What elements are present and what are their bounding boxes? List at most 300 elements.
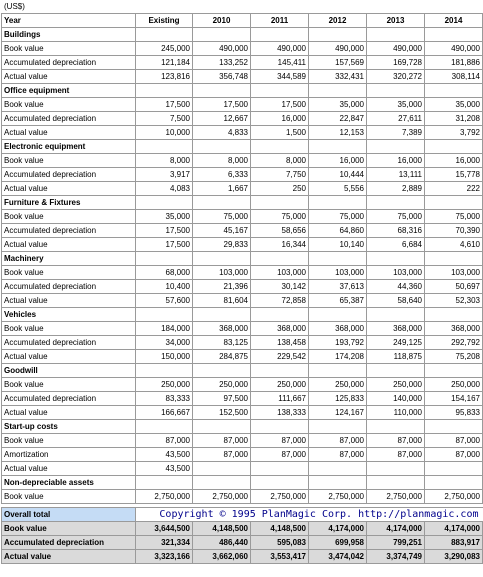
section-header-row — [2, 420, 483, 434]
section-title[interactable]: Start-up costs — [2, 420, 136, 434]
table-row — [2, 434, 483, 448]
value-cell[interactable]: 22,847 — [309, 112, 367, 126]
row-label[interactable]: Actual value — [2, 182, 136, 196]
value-cell[interactable]: 250,000 — [193, 378, 251, 392]
empty-cell[interactable] — [193, 420, 251, 434]
value-cell[interactable]: 332,431 — [309, 70, 367, 84]
empty-cell[interactable] — [136, 252, 193, 266]
value-cell[interactable]: 7,750 — [251, 168, 309, 182]
total-value-cell[interactable]: 3,474,042 — [309, 550, 367, 564]
empty-cell[interactable] — [309, 196, 367, 210]
section-title[interactable]: Electronic equipment — [2, 140, 136, 154]
value-cell[interactable]: 3,917 — [136, 168, 193, 182]
empty-cell[interactable] — [309, 420, 367, 434]
value-cell[interactable]: 16,000 — [367, 154, 425, 168]
total-value-cell[interactable]: 4,148,500 — [193, 522, 251, 536]
value-cell[interactable]: 16,000 — [309, 154, 367, 168]
value-cell[interactable]: 16,000 — [425, 154, 483, 168]
value-cell[interactable]: 368,000 — [309, 322, 367, 336]
empty-cell[interactable] — [425, 28, 483, 42]
value-cell[interactable]: 138,333 — [251, 406, 309, 420]
value-cell[interactable]: 2,750,000 — [193, 490, 251, 504]
value-cell[interactable]: 103,000 — [193, 266, 251, 280]
value-cell[interactable] — [309, 462, 367, 476]
table-row — [2, 448, 483, 462]
section-title[interactable]: Vehicles — [2, 308, 136, 322]
value-cell[interactable]: 35,000 — [367, 98, 425, 112]
row-label[interactable]: Accumulated depreciation — [2, 336, 136, 350]
empty-cell[interactable] — [425, 364, 483, 378]
value-cell[interactable]: 12,667 — [193, 112, 251, 126]
value-cell[interactable]: 45,167 — [193, 224, 251, 238]
spreadsheet — [1, 1, 482, 564]
header-row — [2, 14, 483, 28]
value-cell[interactable]: 87,000 — [251, 434, 309, 448]
total-value-cell[interactable]: 699,958 — [309, 536, 367, 550]
header-column-0[interactable]: Existing — [136, 14, 193, 28]
value-cell[interactable]: 250,000 — [367, 378, 425, 392]
row-label[interactable]: Book value — [2, 434, 136, 448]
empty-cell[interactable] — [425, 308, 483, 322]
currency-note: (US$) — [4, 2, 25, 11]
row-label[interactable]: Book value — [2, 98, 136, 112]
empty-cell[interactable] — [136, 364, 193, 378]
table-row — [2, 112, 483, 126]
value-cell[interactable]: 229,542 — [251, 350, 309, 364]
empty-cell[interactable] — [251, 140, 309, 154]
value-cell[interactable]: 6,333 — [193, 168, 251, 182]
table-row — [2, 322, 483, 336]
value-cell[interactable]: 222 — [425, 182, 483, 196]
value-cell[interactable]: 70,390 — [425, 224, 483, 238]
copyright-notice: Copyright © 1995 PlanMagic Corp. http://planmagic.com — [159, 509, 479, 520]
table-row — [2, 154, 483, 168]
value-cell[interactable]: 17,500 — [251, 98, 309, 112]
total-value-cell[interactable]: 3,290,083 — [425, 550, 483, 564]
value-cell[interactable]: 17,500 — [136, 98, 193, 112]
section-header-row — [2, 308, 483, 322]
empty-cell[interactable] — [309, 308, 367, 322]
value-cell[interactable]: 8,000 — [136, 154, 193, 168]
value-cell[interactable]: 2,750,000 — [367, 490, 425, 504]
section-title[interactable]: Buildings — [2, 28, 136, 42]
value-cell[interactable]: 249,125 — [367, 336, 425, 350]
value-cell[interactable]: 103,000 — [251, 266, 309, 280]
row-label[interactable]: Actual value — [2, 350, 136, 364]
value-cell[interactable]: 111,667 — [251, 392, 309, 406]
empty-cell[interactable] — [309, 28, 367, 42]
value-cell[interactable]: 8,000 — [251, 154, 309, 168]
table-row — [2, 42, 483, 56]
value-cell[interactable]: 368,000 — [425, 322, 483, 336]
header-year-label[interactable]: Year — [2, 14, 136, 28]
value-cell[interactable]: 2,750,000 — [136, 490, 193, 504]
value-cell[interactable]: 75,208 — [425, 350, 483, 364]
value-cell[interactable]: 83,125 — [193, 336, 251, 350]
total-value-cell[interactable]: 883,917 — [425, 536, 483, 550]
total-value-cell[interactable]: 4,174,000 — [367, 522, 425, 536]
value-cell[interactable]: 8,000 — [193, 154, 251, 168]
value-cell[interactable]: 87,000 — [251, 448, 309, 462]
value-cell[interactable]: 490,000 — [425, 42, 483, 56]
value-cell[interactable] — [425, 462, 483, 476]
empty-cell[interactable] — [136, 196, 193, 210]
table-row — [2, 350, 483, 364]
value-cell[interactable]: 13,111 — [367, 168, 425, 182]
total-value-cell[interactable]: 4,174,000 — [425, 522, 483, 536]
value-cell[interactable]: 284,875 — [193, 350, 251, 364]
overall-total-row — [2, 508, 483, 522]
empty-cell[interactable] — [251, 84, 309, 98]
total-row-label[interactable]: Accumulated depreciation — [2, 536, 136, 550]
value-cell[interactable]: 87,000 — [193, 434, 251, 448]
value-cell[interactable]: 3,792 — [425, 126, 483, 140]
row-label[interactable]: Accumulated depreciation — [2, 224, 136, 238]
value-cell[interactable]: 21,396 — [193, 280, 251, 294]
value-cell[interactable]: 29,833 — [193, 238, 251, 252]
total-value-cell[interactable]: 3,662,060 — [193, 550, 251, 564]
value-cell[interactable]: 34,000 — [136, 336, 193, 350]
row-label[interactable]: Book value — [2, 322, 136, 336]
value-cell[interactable]: 30,142 — [251, 280, 309, 294]
value-cell[interactable]: 121,184 — [136, 56, 193, 70]
row-label[interactable]: Book value — [2, 378, 136, 392]
total-value-cell[interactable]: 799,251 — [367, 536, 425, 550]
value-cell[interactable]: 87,000 — [425, 434, 483, 448]
value-cell[interactable]: 103,000 — [309, 266, 367, 280]
value-cell[interactable]: 75,000 — [425, 210, 483, 224]
value-cell[interactable]: 87,000 — [309, 448, 367, 462]
value-cell[interactable]: 68,000 — [136, 266, 193, 280]
empty-cell[interactable] — [136, 140, 193, 154]
section-title[interactable]: Non-depreciable assets — [2, 476, 136, 490]
value-cell[interactable]: 174,208 — [309, 350, 367, 364]
total-row-label[interactable]: Book value — [2, 522, 136, 536]
value-cell[interactable]: 2,889 — [367, 182, 425, 196]
empty-cell[interactable] — [193, 308, 251, 322]
row-label[interactable]: Book value — [2, 266, 136, 280]
value-cell[interactable]: 368,000 — [367, 322, 425, 336]
value-cell[interactable]: 31,208 — [425, 112, 483, 126]
empty-cell[interactable] — [136, 308, 193, 322]
empty-cell[interactable] — [251, 196, 309, 210]
empty-cell[interactable] — [136, 420, 193, 434]
value-cell[interactable]: 250,000 — [136, 378, 193, 392]
total-value-cell[interactable]: 4,174,000 — [309, 522, 367, 536]
value-cell[interactable]: 250,000 — [309, 378, 367, 392]
row-label[interactable]: Accumulated depreciation — [2, 392, 136, 406]
empty-cell[interactable] — [193, 364, 251, 378]
empty-cell[interactable] — [367, 252, 425, 266]
value-cell[interactable]: 35,000 — [136, 210, 193, 224]
value-cell[interactable]: 75,000 — [193, 210, 251, 224]
value-cell[interactable]: 10,000 — [136, 126, 193, 140]
row-label[interactable]: Actual value — [2, 294, 136, 308]
value-cell[interactable]: 166,667 — [136, 406, 193, 420]
total-value-cell[interactable]: 3,553,417 — [251, 550, 309, 564]
value-cell[interactable]: 83,333 — [136, 392, 193, 406]
table-row — [2, 462, 483, 476]
empty-cell[interactable] — [425, 252, 483, 266]
empty-cell[interactable] — [251, 28, 309, 42]
value-cell[interactable]: 368,000 — [193, 322, 251, 336]
value-cell[interactable]: 64,860 — [309, 224, 367, 238]
row-label[interactable]: Book value — [2, 154, 136, 168]
value-cell[interactable]: 16,000 — [251, 112, 309, 126]
empty-cell[interactable] — [193, 476, 251, 490]
empty-cell[interactable] — [367, 308, 425, 322]
empty-cell[interactable] — [367, 28, 425, 42]
value-cell[interactable]: 145,411 — [251, 56, 309, 70]
section-header-row — [2, 196, 483, 210]
empty-cell[interactable] — [367, 476, 425, 490]
value-cell[interactable]: 87,000 — [367, 434, 425, 448]
empty-cell[interactable] — [367, 420, 425, 434]
section-title[interactable]: Goodwill — [2, 364, 136, 378]
value-cell[interactable]: 356,748 — [193, 70, 251, 84]
table-row — [2, 126, 483, 140]
row-label[interactable]: Accumulated depreciation — [2, 280, 136, 294]
value-cell[interactable]: 75,000 — [367, 210, 425, 224]
empty-cell[interactable] — [367, 364, 425, 378]
empty-cell[interactable] — [136, 84, 193, 98]
value-cell[interactable]: 184,000 — [136, 322, 193, 336]
total-value-cell[interactable]: 3,374,749 — [367, 550, 425, 564]
value-cell[interactable]: 140,000 — [367, 392, 425, 406]
value-cell[interactable]: 87,000 — [136, 434, 193, 448]
empty-cell[interactable] — [193, 28, 251, 42]
value-cell[interactable]: 125,833 — [309, 392, 367, 406]
value-cell[interactable]: 7,500 — [136, 112, 193, 126]
value-cell[interactable] — [367, 462, 425, 476]
value-cell[interactable]: 57,600 — [136, 294, 193, 308]
value-cell[interactable]: 124,167 — [309, 406, 367, 420]
value-cell[interactable]: 6,684 — [367, 238, 425, 252]
value-cell[interactable]: 12,153 — [309, 126, 367, 140]
value-cell[interactable]: 245,000 — [136, 42, 193, 56]
value-cell[interactable]: 97,500 — [193, 392, 251, 406]
value-cell[interactable]: 490,000 — [367, 42, 425, 56]
row-label[interactable]: Amortization — [2, 448, 136, 462]
value-cell[interactable]: 181,886 — [425, 56, 483, 70]
value-cell[interactable]: 138,458 — [251, 336, 309, 350]
empty-cell[interactable] — [309, 364, 367, 378]
value-cell[interactable]: 27,611 — [367, 112, 425, 126]
value-cell[interactable]: 87,000 — [309, 434, 367, 448]
table-row — [2, 182, 483, 196]
value-cell[interactable]: 4,083 — [136, 182, 193, 196]
value-cell[interactable]: 87,000 — [193, 448, 251, 462]
overall-total-title[interactable]: Overall total — [2, 508, 136, 522]
value-cell[interactable]: 35,000 — [309, 98, 367, 112]
total-row-label[interactable]: Actual value — [2, 550, 136, 564]
value-cell[interactable]: 72,858 — [251, 294, 309, 308]
value-cell[interactable]: 169,728 — [367, 56, 425, 70]
total-row — [2, 550, 483, 564]
table-row — [2, 336, 483, 350]
asset-depreciation-table — [1, 13, 483, 564]
empty-cell[interactable] — [251, 476, 309, 490]
header-column-4[interactable]: 2013 — [367, 14, 425, 28]
empty-cell[interactable] — [425, 140, 483, 154]
empty-cell[interactable] — [425, 476, 483, 490]
value-cell[interactable]: 16,344 — [251, 238, 309, 252]
value-cell[interactable]: 5,556 — [309, 182, 367, 196]
value-cell[interactable]: 87,000 — [367, 448, 425, 462]
empty-cell[interactable] — [425, 196, 483, 210]
empty-cell[interactable] — [251, 252, 309, 266]
empty-cell[interactable] — [193, 252, 251, 266]
value-cell[interactable]: 87,000 — [425, 448, 483, 462]
value-cell[interactable]: 17,500 — [193, 98, 251, 112]
value-cell[interactable]: 2,750,000 — [309, 490, 367, 504]
value-cell[interactable]: 490,000 — [309, 42, 367, 56]
value-cell[interactable]: 320,272 — [367, 70, 425, 84]
empty-cell[interactable] — [251, 420, 309, 434]
empty-cell[interactable] — [367, 84, 425, 98]
section-header-row — [2, 252, 483, 266]
row-label[interactable]: Book value — [2, 42, 136, 56]
table-row — [2, 238, 483, 252]
value-cell[interactable]: 157,569 — [309, 56, 367, 70]
row-label[interactable]: Accumulated depreciation — [2, 112, 136, 126]
value-cell[interactable]: 7,389 — [367, 126, 425, 140]
empty-cell[interactable] — [309, 476, 367, 490]
value-cell[interactable]: 1,667 — [193, 182, 251, 196]
value-cell[interactable]: 43,500 — [136, 462, 193, 476]
value-cell[interactable]: 344,589 — [251, 70, 309, 84]
value-cell[interactable]: 65,387 — [309, 294, 367, 308]
value-cell[interactable]: 4,610 — [425, 238, 483, 252]
value-cell[interactable]: 150,000 — [136, 350, 193, 364]
section-title[interactable]: Furniture & Fixtures — [2, 196, 136, 210]
empty-cell[interactable] — [309, 252, 367, 266]
empty-cell[interactable] — [193, 84, 251, 98]
value-cell[interactable]: 118,875 — [367, 350, 425, 364]
empty-cell[interactable] — [425, 84, 483, 98]
value-cell[interactable]: 123,816 — [136, 70, 193, 84]
row-label[interactable]: Actual value — [2, 238, 136, 252]
value-cell[interactable]: 52,303 — [425, 294, 483, 308]
header-column-3[interactable]: 2012 — [309, 14, 367, 28]
value-cell[interactable]: 103,000 — [367, 266, 425, 280]
value-cell[interactable]: 58,656 — [251, 224, 309, 238]
section-title[interactable]: Machinery — [2, 252, 136, 266]
total-value-cell[interactable]: 4,148,500 — [251, 522, 309, 536]
empty-cell[interactable] — [136, 28, 193, 42]
total-value-cell[interactable]: 3,644,500 — [136, 522, 193, 536]
value-cell[interactable]: 10,444 — [309, 168, 367, 182]
table-row — [2, 294, 483, 308]
value-cell[interactable]: 17,500 — [136, 224, 193, 238]
value-cell[interactable]: 250,000 — [251, 378, 309, 392]
value-cell[interactable]: 10,140 — [309, 238, 367, 252]
empty-cell[interactable] — [367, 140, 425, 154]
value-cell[interactable]: 44,360 — [367, 280, 425, 294]
value-cell[interactable]: 2,750,000 — [425, 490, 483, 504]
total-row — [2, 536, 483, 550]
empty-cell[interactable] — [251, 308, 309, 322]
value-cell[interactable]: 250 — [251, 182, 309, 196]
row-label[interactable]: Actual value — [2, 70, 136, 84]
row-label[interactable]: Actual value — [2, 462, 136, 476]
value-cell[interactable]: 37,613 — [309, 280, 367, 294]
empty-cell[interactable] — [309, 140, 367, 154]
value-cell[interactable]: 250,000 — [425, 378, 483, 392]
value-cell[interactable]: 110,000 — [367, 406, 425, 420]
row-label[interactable]: Accumulated depreciation — [2, 168, 136, 182]
empty-cell[interactable] — [136, 476, 193, 490]
table-row — [2, 392, 483, 406]
value-cell[interactable]: 68,316 — [367, 224, 425, 238]
table-row — [2, 406, 483, 420]
empty-cell[interactable] — [425, 420, 483, 434]
header-column-5[interactable]: 2014 — [425, 14, 483, 28]
value-cell[interactable]: 292,792 — [425, 336, 483, 350]
table-row — [2, 378, 483, 392]
value-cell[interactable]: 490,000 — [193, 42, 251, 56]
value-cell[interactable]: 308,114 — [425, 70, 483, 84]
value-cell[interactable]: 58,640 — [367, 294, 425, 308]
total-value-cell[interactable]: 3,323,166 — [136, 550, 193, 564]
total-value-cell[interactable]: 595,083 — [251, 536, 309, 550]
value-cell[interactable]: 193,792 — [309, 336, 367, 350]
empty-cell[interactable] — [367, 196, 425, 210]
table-row — [2, 70, 483, 84]
empty-cell[interactable] — [251, 364, 309, 378]
value-cell[interactable]: 103,000 — [425, 266, 483, 280]
value-cell[interactable] — [193, 462, 251, 476]
value-cell[interactable]: 17,500 — [136, 238, 193, 252]
row-label[interactable]: Book value — [2, 490, 136, 504]
total-value-cell[interactable]: 321,334 — [136, 536, 193, 550]
value-cell[interactable]: 35,000 — [425, 98, 483, 112]
value-cell[interactable]: 490,000 — [251, 42, 309, 56]
row-label[interactable]: Book value — [2, 210, 136, 224]
value-cell[interactable]: 95,833 — [425, 406, 483, 420]
row-label[interactable]: Accumulated depreciation — [2, 56, 136, 70]
value-cell[interactable]: 2,750,000 — [251, 490, 309, 504]
value-cell[interactable]: 10,400 — [136, 280, 193, 294]
row-label[interactable]: Actual value — [2, 126, 136, 140]
total-row — [2, 522, 483, 536]
total-value-cell[interactable]: 486,440 — [193, 536, 251, 550]
table-row — [2, 266, 483, 280]
value-cell[interactable] — [251, 462, 309, 476]
value-cell[interactable]: 152,500 — [193, 406, 251, 420]
value-cell[interactable]: 368,000 — [251, 322, 309, 336]
value-cell[interactable]: 154,167 — [425, 392, 483, 406]
header-column-2[interactable]: 2011 — [251, 14, 309, 28]
section-title[interactable]: Office equipment — [2, 84, 136, 98]
row-label[interactable]: Actual value — [2, 406, 136, 420]
value-cell[interactable]: 50,697 — [425, 280, 483, 294]
table-row — [2, 210, 483, 224]
section-header-row — [2, 84, 483, 98]
empty-cell[interactable] — [193, 140, 251, 154]
value-cell[interactable]: 4,833 — [193, 126, 251, 140]
value-cell[interactable]: 75,000 — [251, 210, 309, 224]
value-cell[interactable]: 1,500 — [251, 126, 309, 140]
value-cell[interactable]: 15,778 — [425, 168, 483, 182]
header-column-1[interactable]: 2010 — [193, 14, 251, 28]
value-cell[interactable]: 81,604 — [193, 294, 251, 308]
value-cell[interactable]: 75,000 — [309, 210, 367, 224]
value-cell[interactable]: 133,252 — [193, 56, 251, 70]
value-cell[interactable]: 43,500 — [136, 448, 193, 462]
empty-cell[interactable] — [193, 196, 251, 210]
empty-cell[interactable] — [309, 84, 367, 98]
